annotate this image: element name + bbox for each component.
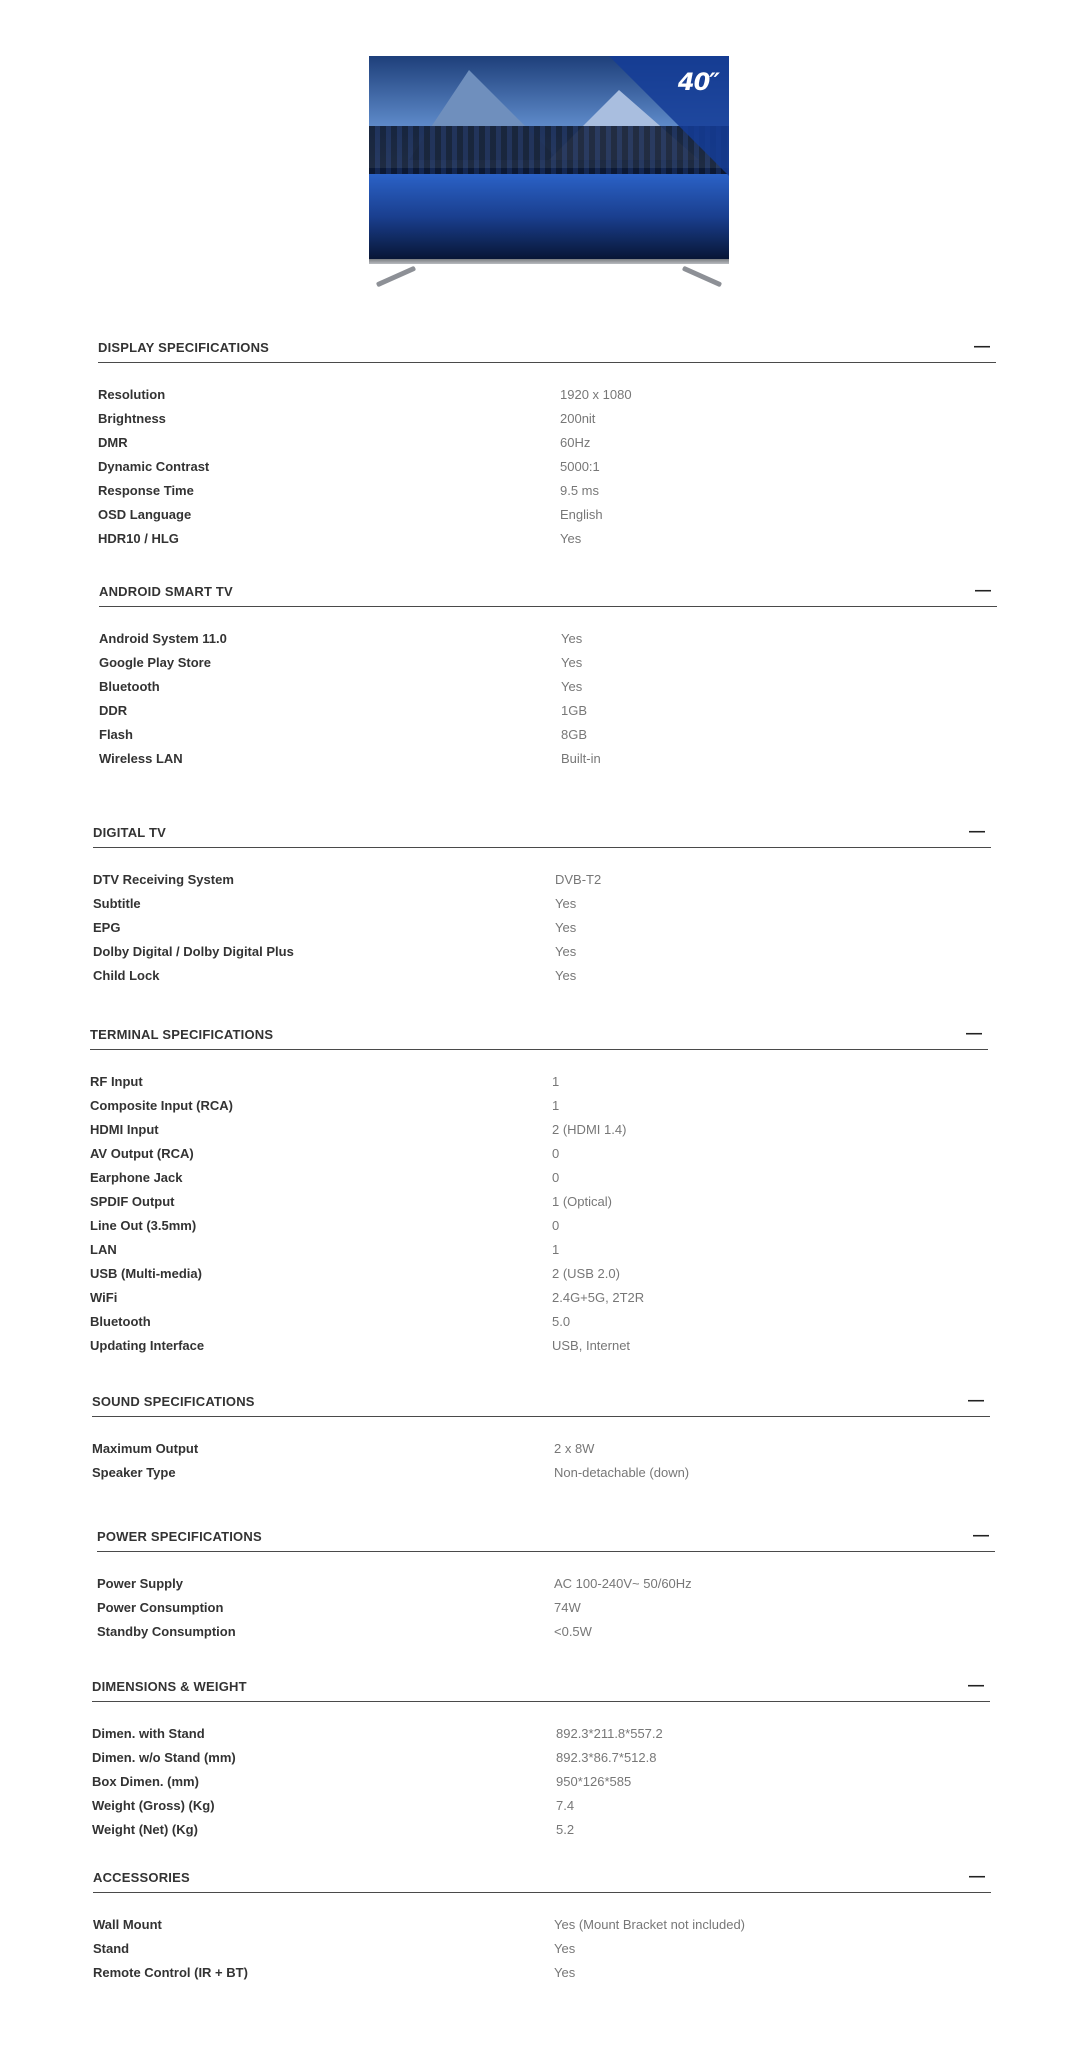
spec-row [98, 507, 996, 531]
spec-label: Line Out (3.5mm) [90, 1218, 197, 1233]
spec-value: 2.4G+5G, 2T2R [552, 1290, 645, 1305]
section-header[interactable] [92, 1675, 990, 1702]
spec-value: 892.3*86.7*512.8 [556, 1750, 657, 1765]
spec-label: Bluetooth [90, 1314, 151, 1329]
spec-row [99, 679, 997, 703]
section-display-specifications [98, 336, 996, 555]
spec-value: 0 [552, 1170, 560, 1185]
spec-value: 60Hz [560, 435, 591, 450]
spec-label: Stand [93, 1941, 130, 1956]
spec-label: Dimen. with Stand [92, 1726, 205, 1741]
spec-value: 1 (Optical) [552, 1194, 612, 1209]
collapse-icon[interactable]: — [973, 1527, 989, 1544]
spec-row [98, 435, 996, 459]
section-title: DISPLAY SPECIFICATIONS [98, 340, 270, 355]
spec-row [97, 1600, 995, 1624]
spec-label: Dimen. w/o Stand (mm) [92, 1750, 236, 1765]
spec-value: 5.0 [552, 1314, 571, 1329]
spec-label: Resolution [98, 387, 166, 402]
spec-value: Yes [555, 944, 577, 959]
spec-value: 2 (USB 2.0) [552, 1266, 620, 1281]
spec-label: Flash [99, 727, 133, 742]
spec-value: Yes [554, 1965, 576, 1980]
spec-label: Android System 11.0 [99, 631, 227, 646]
spec-label: Google Play Store [99, 655, 211, 670]
collapse-icon[interactable]: — [968, 1677, 984, 1694]
spec-row [90, 1290, 988, 1314]
spec-row [92, 1750, 990, 1774]
spec-row [90, 1314, 988, 1338]
spec-row [92, 1798, 990, 1822]
section-header[interactable] [97, 1525, 995, 1552]
spec-label: WiFi [90, 1290, 118, 1305]
spec-label: RF Input [90, 1074, 143, 1089]
spec-value: 1920 x 1080 [560, 387, 632, 402]
spec-value: Yes [554, 1941, 576, 1956]
spec-value: 8GB [561, 727, 588, 742]
spec-value: 1 [552, 1098, 560, 1113]
spec-label: Child Lock [93, 968, 160, 983]
spec-label: Weight (Net) (Kg) [92, 1822, 198, 1837]
spec-row [92, 1774, 990, 1798]
section-terminal-specifications [90, 1023, 988, 1362]
spec-label: LAN [90, 1242, 117, 1257]
spec-row [97, 1576, 995, 1600]
spec-label: Box Dimen. (mm) [92, 1774, 199, 1789]
collapse-icon[interactable]: — [968, 1392, 984, 1409]
section-android-smart-tv [99, 580, 997, 775]
spec-label: DTV Receiving System [93, 872, 234, 887]
spec-value: AC 100-240V~ 50/60Hz [554, 1576, 692, 1591]
spec-row [98, 531, 996, 555]
spec-row [90, 1242, 988, 1266]
spec-label: Brightness [98, 411, 166, 426]
spec-row [92, 1465, 990, 1489]
spec-row [92, 1441, 990, 1465]
spec-value: Yes [561, 631, 583, 646]
spec-value: <0.5W [554, 1624, 592, 1639]
spec-row [90, 1122, 988, 1146]
spec-label: Earphone Jack [90, 1170, 183, 1185]
spec-label: Subtitle [93, 896, 141, 911]
spec-label: Wireless LAN [99, 751, 183, 766]
spec-label: SPDIF Output [90, 1194, 175, 1209]
spec-row [90, 1146, 988, 1170]
spec-row [93, 944, 991, 968]
spec-label: AV Output (RCA) [90, 1146, 194, 1161]
spec-label: Dolby Digital / Dolby Digital Plus [93, 944, 294, 959]
spec-value: 5000:1 [560, 459, 600, 474]
spec-row [93, 896, 991, 920]
spec-row [92, 1822, 990, 1846]
section-header[interactable] [90, 1023, 988, 1050]
spec-label: Power Supply [97, 1576, 183, 1591]
spec-label: Standby Consumption [97, 1624, 236, 1639]
spec-label: Composite Input (RCA) [90, 1098, 233, 1113]
spec-label: DMR [98, 435, 128, 450]
spec-value: 1GB [561, 703, 588, 718]
spec-value: Yes [555, 920, 577, 935]
spec-row [90, 1074, 988, 1098]
spec-label: OSD Language [98, 507, 192, 522]
spec-label: HDR10 / HLG [98, 531, 179, 546]
spec-label: Dynamic Contrast [98, 459, 210, 474]
spec-row [90, 1098, 988, 1122]
spec-value: Yes [555, 896, 577, 911]
spec-value: 2 (HDMI 1.4) [552, 1122, 627, 1137]
spec-label: Maximum Output [92, 1441, 199, 1456]
section-header[interactable] [92, 1390, 990, 1417]
section-sound-specifications [92, 1390, 990, 1489]
spec-label: DDR [99, 703, 128, 718]
spec-value: 1 [552, 1242, 560, 1257]
spec-label: Remote Control (IR + BT) [93, 1965, 248, 1980]
spec-value: Yes [555, 968, 577, 983]
spec-value: Built-in [561, 751, 601, 766]
spec-row [99, 703, 997, 727]
spec-value: English [560, 507, 603, 522]
spec-value: 2 x 8W [554, 1441, 595, 1456]
section-header[interactable] [93, 1866, 991, 1893]
spec-value: Yes [560, 531, 582, 546]
spec-value: 9.5 ms [560, 483, 600, 498]
spec-row [93, 920, 991, 944]
spec-value: 74W [554, 1600, 581, 1615]
section-title: DIMENSIONS & WEIGHT [92, 1679, 247, 1694]
section-title: DIGITAL TV [93, 825, 167, 840]
spec-label: Updating Interface [90, 1338, 205, 1353]
tv-stand-right [683, 264, 723, 284]
screen-size-badge: 40″ [677, 68, 719, 96]
spec-value: DVB-T2 [555, 872, 602, 887]
spec-value: Yes [561, 655, 583, 670]
spec-row [98, 459, 996, 483]
section-dimensions-weight [92, 1675, 990, 1846]
section-title: ANDROID SMART TV [99, 584, 233, 599]
spec-value: 950*126*585 [556, 1774, 632, 1789]
spec-value: 7.4 [556, 1798, 575, 1813]
collapse-icon[interactable]: — [969, 1868, 985, 1885]
section-title: TERMINAL SPECIFICATIONS [90, 1027, 274, 1042]
spec-value: 1 [552, 1074, 560, 1089]
spec-row [99, 727, 997, 751]
section-header[interactable] [99, 580, 997, 607]
spec-row [98, 411, 996, 435]
spec-row [90, 1218, 988, 1242]
collapse-icon[interactable]: — [974, 338, 990, 355]
spec-row [90, 1170, 988, 1194]
spec-row [90, 1266, 988, 1290]
spec-value: 5.2 [556, 1822, 575, 1837]
spec-value: 200nit [560, 411, 596, 426]
spec-value: 892.3*211.8*557.2 [556, 1726, 663, 1741]
spec-label: Bluetooth [99, 679, 160, 694]
tv-screen [369, 56, 729, 259]
spec-row [93, 1965, 991, 1989]
spec-row [90, 1194, 988, 1218]
spec-label: Power Consumption [97, 1600, 224, 1615]
section-digital-tv [93, 821, 991, 992]
section-title: POWER SPECIFICATIONS [97, 1529, 262, 1544]
collapse-icon[interactable]: — [966, 1025, 982, 1042]
spec-label: HDMI Input [90, 1122, 159, 1137]
section-title: SOUND SPECIFICATIONS [92, 1394, 255, 1409]
spec-row [99, 751, 997, 775]
spec-row [93, 872, 991, 896]
spec-row [90, 1338, 988, 1362]
spec-row [99, 631, 997, 655]
spec-label: Response Time [98, 483, 194, 498]
tv-stand-left [375, 264, 415, 284]
spec-value: Yes (Mount Bracket not included) [554, 1917, 746, 1932]
spec-label: Weight (Gross) (Kg) [92, 1798, 215, 1813]
spec-label: EPG [93, 920, 121, 935]
tv-bezel [369, 259, 729, 264]
spec-label: Speaker Type [92, 1465, 176, 1480]
section-title: ACCESSORIES [93, 1870, 190, 1885]
section-power-specifications [97, 1525, 995, 1648]
spec-value: 0 [552, 1146, 560, 1161]
spec-label: USB (Multi-media) [90, 1266, 202, 1281]
spec-row [98, 387, 996, 411]
spec-row [97, 1624, 995, 1648]
spec-row [93, 1917, 991, 1941]
spec-row [92, 1726, 990, 1750]
spec-row [93, 1941, 991, 1965]
collapse-icon[interactable]: — [975, 582, 991, 599]
section-header[interactable] [93, 821, 991, 848]
spec-row [93, 968, 991, 992]
spec-label: Wall Mount [93, 1917, 162, 1932]
spec-value: 0 [552, 1218, 560, 1233]
spec-row [99, 655, 997, 679]
spec-value: Yes [561, 679, 583, 694]
spec-value: Non-detachable (down) [554, 1465, 690, 1480]
spec-value: USB, Internet [552, 1338, 631, 1353]
product-image [369, 56, 729, 288]
section-accessories [93, 1866, 991, 1989]
collapse-icon[interactable]: — [969, 823, 985, 840]
section-header[interactable] [98, 336, 996, 363]
spec-row [98, 483, 996, 507]
